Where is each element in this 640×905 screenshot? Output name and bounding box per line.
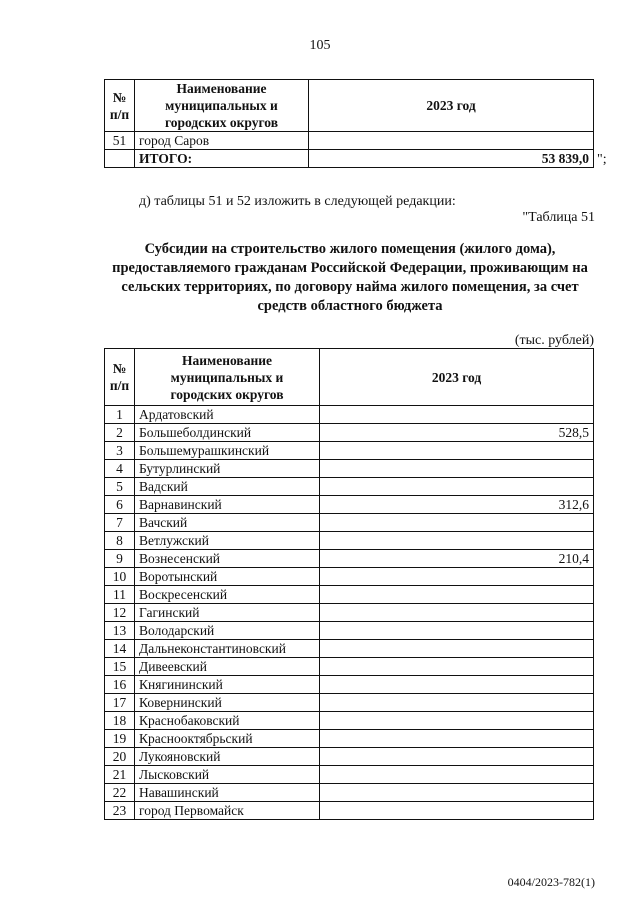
row-name: Лысковский <box>135 766 320 784</box>
row-value <box>320 712 594 730</box>
table-row <box>105 730 594 748</box>
header-name: Наименование муниципальных и городских округов <box>135 349 320 406</box>
table-row <box>105 586 594 604</box>
row-num: 9 <box>105 550 135 568</box>
row-name: Лукояновский <box>135 748 320 766</box>
table-row <box>105 802 594 820</box>
row-name: Воротынский <box>135 568 320 586</box>
row-num: 18 <box>105 712 135 730</box>
row-name: Ветлужский <box>135 532 320 550</box>
table-row <box>105 496 594 514</box>
row-num: 20 <box>105 748 135 766</box>
row-value: 528,5 <box>320 424 594 442</box>
row-name: Ковернинский <box>135 694 320 712</box>
row-num: 23 <box>105 802 135 820</box>
row-value: 312,6 <box>320 496 594 514</box>
row-num: 6 <box>105 496 135 514</box>
row-value <box>320 640 594 658</box>
table-caption: "Таблица 51 <box>522 210 595 225</box>
table-row <box>105 132 594 150</box>
table-row <box>105 568 594 586</box>
row-value <box>320 568 594 586</box>
row-name: Вачский <box>135 514 320 532</box>
row-value <box>320 586 594 604</box>
header-name: Наименование муниципальных и городских округов <box>135 80 309 132</box>
table-row <box>105 460 594 478</box>
row-name: Краснобаковский <box>135 712 320 730</box>
row-value <box>320 784 594 802</box>
row-num: 51 <box>105 132 135 150</box>
row-name: город Первомайск <box>135 802 320 820</box>
table-row <box>105 424 594 442</box>
row-name: Княгининский <box>135 676 320 694</box>
row-name: Большеболдинский <box>135 424 320 442</box>
continued-table <box>104 79 594 168</box>
row-num: 16 <box>105 676 135 694</box>
row-value <box>320 442 594 460</box>
table-row <box>105 622 594 640</box>
page-number: 105 <box>309 38 331 53</box>
header-year: 2023 год <box>320 349 594 406</box>
table-row <box>105 640 594 658</box>
row-name: Володарский <box>135 622 320 640</box>
table-row <box>105 478 594 496</box>
table-title: Субсидии на строительство жилого помещения (жилого дома), предоставляемого гражданам Российской Федерации, проживающим на сельских территориях, по договору найма жилого помещения, за счет средств областного бюджета <box>112 241 588 314</box>
table-row <box>105 766 594 784</box>
total-row <box>105 150 594 168</box>
row-num: 12 <box>105 604 135 622</box>
row-num: 1 <box>105 406 135 424</box>
row-num: 21 <box>105 766 135 784</box>
table-row <box>105 694 594 712</box>
row-name: Гагинский <box>135 604 320 622</box>
row-value <box>309 132 594 150</box>
row-num: 4 <box>105 460 135 478</box>
row-value <box>320 478 594 496</box>
row-num: 7 <box>105 514 135 532</box>
row-name: город Саров <box>135 132 309 150</box>
table-row <box>105 676 594 694</box>
table-row <box>105 514 594 532</box>
row-name: Варнавинский <box>135 496 320 514</box>
instruction-text: д) таблицы 51 и 52 изложить в следующей редакции: <box>139 194 456 209</box>
row-name: Краснооктябрьский <box>135 730 320 748</box>
row-value <box>320 766 594 784</box>
row-value <box>320 622 594 640</box>
table-row <box>105 406 594 424</box>
table-row <box>105 784 594 802</box>
row-num: 11 <box>105 586 135 604</box>
row-value <box>320 730 594 748</box>
row-name: Навашинский <box>135 784 320 802</box>
units-label: (тыс. рублей) <box>514 333 594 348</box>
row-num: 2 <box>105 424 135 442</box>
row-name: Воскресенский <box>135 586 320 604</box>
row-value <box>320 694 594 712</box>
total-label: ИТОГО: <box>135 150 309 168</box>
row-num: 8 <box>105 532 135 550</box>
row-name: Дальнеконстантиновский <box>135 640 320 658</box>
row-num: 15 <box>105 658 135 676</box>
total-value: 53 839,0 <box>309 150 594 168</box>
row-value <box>320 802 594 820</box>
row-name: Дивеевский <box>135 658 320 676</box>
header-year: 2023 год <box>309 80 594 132</box>
table-row <box>105 532 594 550</box>
row-name: Большемурашкинский <box>135 442 320 460</box>
row-value <box>320 406 594 424</box>
row-num: 17 <box>105 694 135 712</box>
table-row <box>105 442 594 460</box>
row-num: 22 <box>105 784 135 802</box>
row-value <box>320 676 594 694</box>
header-num: № п/п <box>105 349 135 406</box>
table-row <box>105 748 594 766</box>
row-num: 14 <box>105 640 135 658</box>
table-row <box>105 712 594 730</box>
row-value <box>320 604 594 622</box>
row-value <box>320 748 594 766</box>
row-name: Вадский <box>135 478 320 496</box>
row-name: Бутурлинский <box>135 460 320 478</box>
table-row <box>105 604 594 622</box>
row-name: Вознесенский <box>135 550 320 568</box>
row-num: 13 <box>105 622 135 640</box>
row-value <box>320 532 594 550</box>
row-num: 5 <box>105 478 135 496</box>
header-num: № п/п <box>105 80 135 132</box>
row-value <box>320 658 594 676</box>
table-row <box>105 550 594 568</box>
row-value <box>320 460 594 478</box>
document-code: 0404/2023-782(1) <box>507 875 595 889</box>
row-name: Ардатовский <box>135 406 320 424</box>
table-row <box>105 658 594 676</box>
row-num: 3 <box>105 442 135 460</box>
row-value: 210,4 <box>320 550 594 568</box>
row-value <box>320 514 594 532</box>
subsidy-table <box>104 348 594 820</box>
closing-quote: "; <box>597 152 607 167</box>
row-num: 10 <box>105 568 135 586</box>
row-num: 19 <box>105 730 135 748</box>
